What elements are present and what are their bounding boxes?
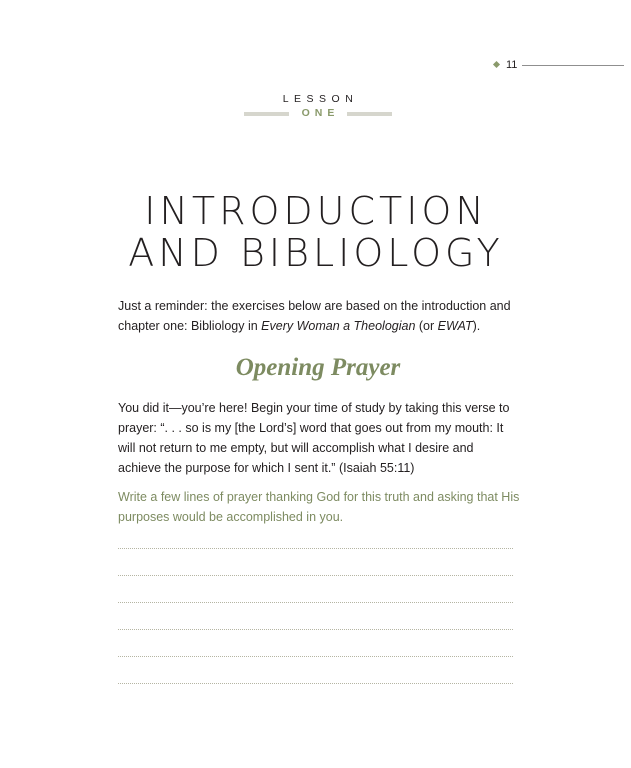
writing-line[interactable] [118,683,513,684]
writing-lines [118,548,513,710]
lesson-label-block [244,93,392,123]
intro-text-2: (or [415,319,438,333]
header-rule [522,65,624,66]
writing-line[interactable] [118,602,513,603]
lesson-label: LESSON [282,93,359,105]
writing-line[interactable] [118,548,513,549]
section-body: You did it—you’re here! Begin your time of study by taking this verse to prayer: “. . . so is my [the Lord’s] word that goes out from my mouth: It will not return to me empty, but will accomplish what I desire and achieve the purpose for which I sent it.” (Isaiah 55:11) [118,401,510,475]
book-title: Every Woman a Theologian [261,319,416,333]
prayer-prompt: Write a few lines of prayer thanking God for this truth and asking that His purposes would be accomplished in you. [118,490,520,524]
writing-line[interactable] [118,656,513,657]
writing-line[interactable] [118,575,513,576]
diamond-ornament-icon [493,61,500,68]
section-heading: Opening Prayer [235,354,401,381]
intro-text-3: ). [472,319,481,333]
intro-paragraph [118,296,518,336]
lesson-number: ONE [301,107,340,119]
title-line-1: INTRODUCTION [144,189,488,233]
page-number: 11 [506,59,518,71]
page-title [60,190,572,274]
page-number-header [494,58,625,72]
title-line-2: AND BIBLIOLOGY [128,231,504,275]
intro-text-1: Just a reminder: the exercises below are based on the introduction and chapter one: Bibliology in [118,299,511,333]
book-abbrev: EWAT [437,319,473,333]
writing-line[interactable] [118,629,513,630]
